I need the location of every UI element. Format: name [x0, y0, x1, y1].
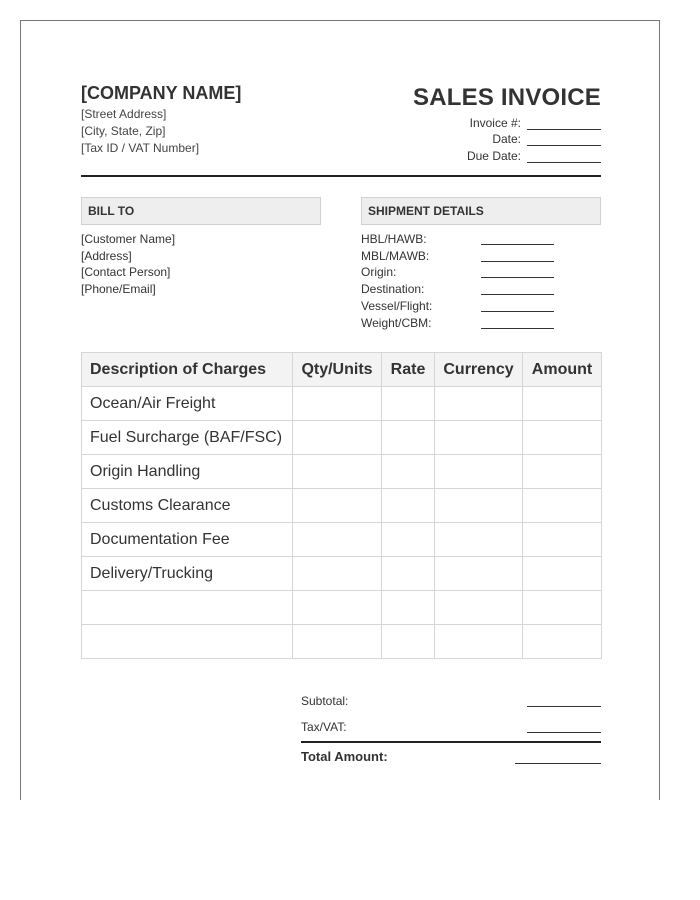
charge-description[interactable]: Delivery/Trucking: [82, 557, 293, 591]
table-row: [82, 455, 602, 489]
table-row: [82, 591, 602, 625]
shipment-destination-field[interactable]: [481, 294, 554, 295]
charges-table: [81, 352, 602, 659]
column-header-qty: Qty/Units: [293, 353, 382, 387]
company-name: [COMPANY NAME]: [81, 83, 242, 103]
bill-to-address: [Address]: [81, 249, 132, 263]
charge-description[interactable]: Customs Clearance: [82, 489, 293, 523]
shipment-mbl-field[interactable]: [481, 261, 554, 262]
charge-currency[interactable]: [435, 387, 523, 421]
column-header-description: Description of Charges: [82, 353, 293, 387]
company-tax-id: [Tax ID / VAT Number]: [81, 141, 200, 155]
shipment-mbl-label: MBL/MAWB:: [361, 249, 430, 263]
invoice-number-field[interactable]: [527, 119, 601, 130]
charge-amount[interactable]: [523, 489, 602, 523]
column-header-rate: Rate: [382, 353, 435, 387]
due-date-label: Due Date:: [466, 149, 521, 163]
shipment-hbl-field[interactable]: [481, 244, 554, 245]
column-header-currency: Currency: [435, 353, 523, 387]
due-date-field[interactable]: [527, 152, 601, 163]
charge-qty[interactable]: [293, 625, 382, 659]
shipment-weight-label: Weight/CBM:: [361, 316, 432, 330]
shipment-vessel-label: Vessel/Flight:: [361, 299, 433, 313]
subtotal-field[interactable]: [527, 706, 601, 707]
header-divider: [81, 175, 601, 177]
charge-amount[interactable]: [523, 523, 602, 557]
charge-qty[interactable]: [293, 489, 382, 523]
table-row: [82, 387, 602, 421]
bill-to-phone-email: [Phone/Email]: [81, 282, 156, 296]
tax-label: Tax/VAT:: [301, 720, 347, 734]
bill-to-customer-name: [Customer Name]: [81, 232, 176, 246]
charge-qty[interactable]: [293, 591, 382, 625]
total-amount-field[interactable]: [515, 763, 601, 764]
shipment-origin-label: Origin:: [361, 265, 397, 279]
charge-description[interactable]: [82, 625, 293, 659]
charge-amount[interactable]: [523, 421, 602, 455]
bill-to-heading: BILL TO: [81, 197, 321, 225]
charge-amount[interactable]: [523, 591, 602, 625]
charge-currency[interactable]: [435, 421, 523, 455]
table-row: [82, 557, 602, 591]
charge-amount[interactable]: [523, 455, 602, 489]
invoice-date-field[interactable]: [527, 135, 601, 146]
charge-qty[interactable]: [293, 557, 382, 591]
total-amount-label: Total Amount:: [301, 749, 388, 764]
charge-currency[interactable]: [435, 523, 523, 557]
charge-rate[interactable]: [382, 591, 435, 625]
charge-rate[interactable]: [382, 625, 435, 659]
charge-currency[interactable]: [435, 455, 523, 489]
shipment-vessel-field[interactable]: [481, 311, 554, 312]
charge-rate[interactable]: [382, 557, 435, 591]
tax-field[interactable]: [527, 732, 601, 733]
due-date-row: [467, 149, 601, 163]
company-city: [City, State, Zip]: [81, 124, 166, 138]
shipment-origin-field[interactable]: [481, 277, 554, 278]
charge-rate[interactable]: [382, 421, 435, 455]
table-row: [82, 489, 602, 523]
invoice-title: SALES INVOICE: [413, 84, 601, 111]
charge-currency[interactable]: [435, 591, 523, 625]
charge-rate[interactable]: [382, 387, 435, 421]
charge-rate[interactable]: [382, 455, 435, 489]
shipment-weight-field[interactable]: [481, 328, 554, 329]
company-street: [Street Address]: [81, 107, 167, 121]
column-header-amount: Amount: [523, 353, 602, 387]
bill-to-contact-person: [Contact Person]: [81, 265, 171, 279]
invoice-date-label: Date:: [492, 132, 521, 146]
charge-qty[interactable]: [293, 421, 382, 455]
shipment-details-heading: SHIPMENT DETAILS: [361, 197, 601, 225]
charge-qty[interactable]: [293, 455, 382, 489]
charge-currency[interactable]: [435, 625, 523, 659]
charge-description[interactable]: Fuel Surcharge (BAF/FSC): [82, 421, 293, 455]
charge-rate[interactable]: [382, 523, 435, 557]
totals-divider: [301, 741, 601, 743]
charge-description[interactable]: Ocean/Air Freight: [82, 387, 293, 421]
charges-header-row: [82, 353, 602, 387]
charge-qty[interactable]: [293, 387, 382, 421]
shipment-hbl-label: HBL/HAWB:: [361, 232, 427, 246]
charge-rate[interactable]: [382, 489, 435, 523]
table-row: [82, 421, 602, 455]
invoice-number-row: [470, 116, 601, 130]
charge-currency[interactable]: [435, 489, 523, 523]
table-row: [82, 523, 602, 557]
charge-amount[interactable]: [523, 557, 602, 591]
charge-description[interactable]: [82, 591, 293, 625]
charge-qty[interactable]: [293, 523, 382, 557]
charge-amount[interactable]: [523, 387, 602, 421]
charge-currency[interactable]: [435, 557, 523, 591]
table-row: [82, 625, 602, 659]
charge-description[interactable]: Documentation Fee: [82, 523, 293, 557]
subtotal-label: Subtotal:: [301, 694, 349, 708]
shipment-destination-label: Destination:: [361, 282, 425, 296]
invoice-date-row: [492, 132, 601, 146]
charge-amount[interactable]: [523, 625, 602, 659]
charge-description[interactable]: Origin Handling: [82, 455, 293, 489]
invoice-number-label: Invoice #:: [469, 116, 521, 130]
